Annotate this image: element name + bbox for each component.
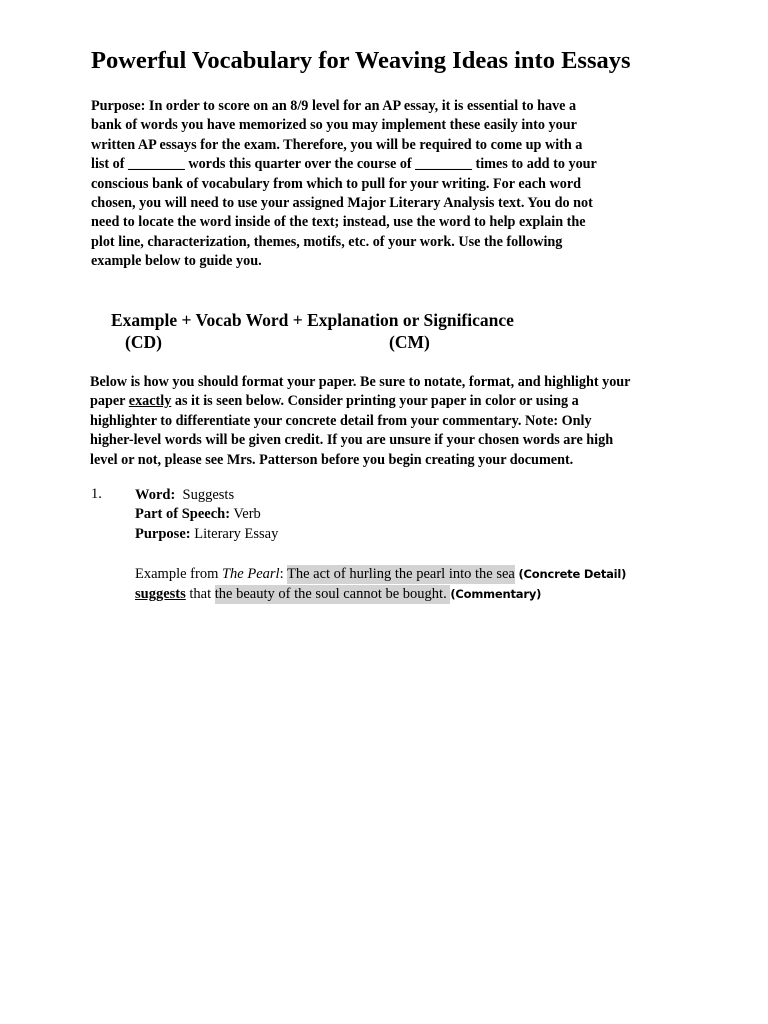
format-instructions bbox=[90, 373, 690, 470]
example-line-2 bbox=[135, 584, 626, 604]
book-title: The Pearl bbox=[221, 566, 280, 582]
format-line: level or not, please see Mrs. Patterson before you begin creating your document. bbox=[90, 451, 574, 468]
example-intro: Example from bbox=[135, 566, 222, 582]
purpose-line: written AP essays for the exam. Therefore, you will be required to come up with a bbox=[91, 136, 583, 153]
format-line bbox=[90, 392, 690, 411]
example-sentence bbox=[135, 564, 626, 604]
list-item-number: 1. bbox=[91, 486, 102, 502]
purpose-line: bank of words you have memorized so you may implement these easily into your bbox=[91, 117, 577, 134]
word-label: Word: bbox=[135, 487, 176, 503]
word-value: Suggests bbox=[182, 487, 235, 503]
purpose-paragraph bbox=[91, 97, 651, 272]
format-line: highlighter to differentiate your concrete detail from your commentary. Note: Only bbox=[90, 412, 592, 429]
purpose-value: Literary Essay bbox=[194, 525, 279, 542]
purpose-line: list of ________ words this quarter over the course of ________ times to add to your bbox=[91, 156, 597, 173]
purpose-row bbox=[135, 525, 278, 544]
example-colon: : bbox=[279, 566, 287, 582]
purpose-label: Purpose: bbox=[135, 525, 191, 542]
part-of-speech-row bbox=[135, 505, 278, 524]
emphasis-exactly: exactly bbox=[128, 393, 172, 410]
part-of-speech-value: Verb bbox=[233, 506, 261, 523]
word-row bbox=[135, 486, 278, 505]
vocab-entry bbox=[135, 486, 278, 544]
commentary-highlight: the beauty of the soul cannot be bought. bbox=[214, 586, 451, 602]
purpose-line: need to locate the word inside of the text; instead, use the word to help explain the bbox=[91, 214, 586, 231]
format-line: Below is how you should format your paper. Be sure to notate, format, and highlight your bbox=[90, 374, 631, 390]
format-line: higher-level words will be given credit. If you are unsure if your chosen words are high bbox=[90, 432, 614, 449]
purpose-line: conscious bank of vocabulary from which to pull for your writing. For each word bbox=[91, 175, 582, 192]
format-line-text: paper bbox=[90, 393, 129, 410]
format-line-text: as it is seen below. Consider printing your paper in color or using a bbox=[171, 393, 579, 410]
commentary-tag: (Commentary) bbox=[450, 587, 542, 601]
formula-cm-label: (CM) bbox=[389, 332, 430, 352]
concrete-detail-tag: (Concrete Detail) bbox=[518, 567, 627, 581]
purpose-line: chosen, you will need to use your assigned Major Literary Analysis text. You do not bbox=[91, 195, 593, 212]
formula-heading: Example + Vocab Word + Explanation or Significance bbox=[111, 310, 514, 330]
purpose-line: example below to guide you. bbox=[91, 253, 262, 270]
vocab-keyword: suggests bbox=[135, 586, 186, 602]
purpose-line: plot line, characterization, themes, motifs, etc. of your work. Use the following bbox=[91, 233, 563, 250]
part-of-speech-label: Part of Speech: bbox=[135, 506, 231, 523]
purpose-line: Purpose: In order to score on an 8/9 level for an AP essay, it is essential to have a bbox=[91, 98, 577, 114]
formula-cd-label: (CD) bbox=[125, 332, 162, 352]
page-title: Powerful Vocabulary for Weaving Ideas into Essays bbox=[91, 47, 631, 74]
concrete-detail-highlight: The act of hurling the pearl into the sea bbox=[286, 566, 515, 582]
example-that: that bbox=[185, 586, 215, 602]
example-line-1 bbox=[135, 564, 626, 584]
